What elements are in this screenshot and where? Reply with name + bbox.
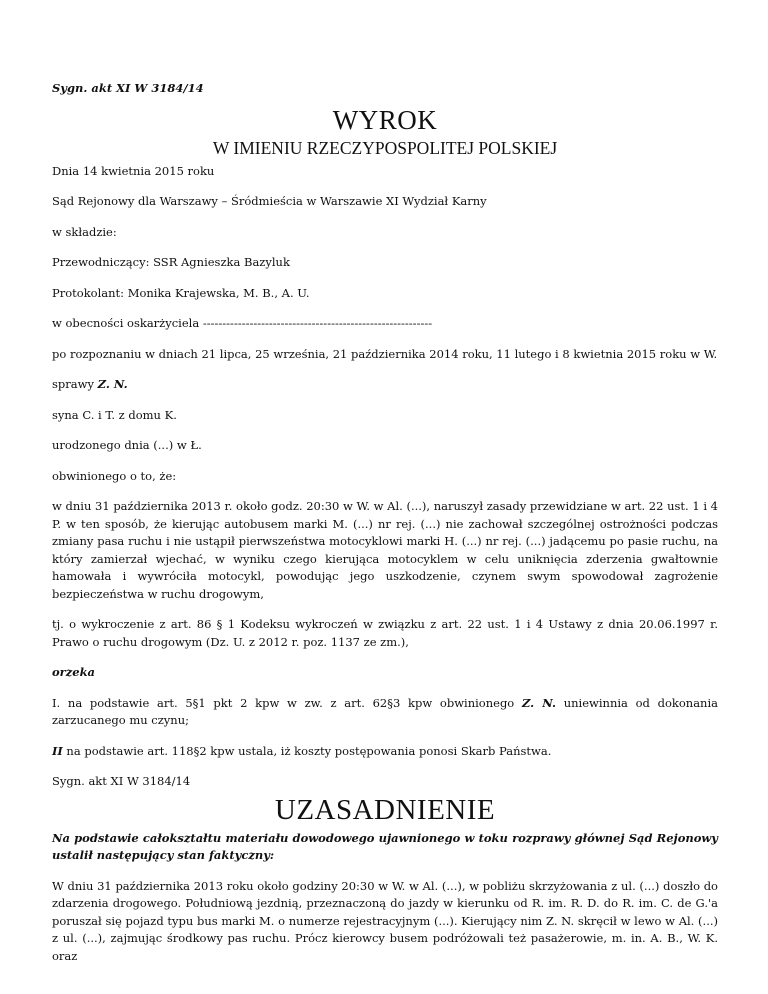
- presiding-judge: Przewodniczący: SSR Agnieszka Bazyluk: [52, 255, 290, 269]
- ruling-point-1: [52, 695, 718, 730]
- justification-title: UZASADNIENIE: [274, 793, 496, 826]
- case-of: [52, 376, 718, 394]
- ruling-1-suffix: uniewinnia od dokonania zarzucanego mu czynu;: [52, 695, 718, 727]
- charge-description: w dniu 31 października 2013 r. około godz. 20:30 w W. w Al. (...), naruszył zasady przewidziane w art. 22 ust. 1 i 4 P. w ten sposób, że kierując autobusem marki M. (...) nr rej. (...) nie zachował szczególnej ostrożności podczas zmiany pasa ruchu i nie ustąpił pierwszeństwa motocyklowi marki H. (...) nr rej. (...) jadącemu po pasie ruchu, na który zamierzał wjechać, w wyniku czego kierująca motocyklem w celu uniknięcia zderzenia gwałtownie hamowała i wywróciła motocykl, powodując jego uszkodzenie, czynem swym spowodował zagrożenie bezpieczeństwa w ruchu drogowym,: [52, 499, 718, 601]
- court-name: Sąd Rejonowy dla Warszawy – Śródmieścia w Warszawie XI Wydział Karny: [52, 194, 487, 208]
- ruling-1-name: Z. N.: [521, 695, 556, 710]
- composition-label: w składzie:: [52, 224, 117, 239]
- ruling-2-text: na podstawie art. 118§2 kpw ustala, iż koszty postępowania ponosi Skarb Państwa.: [62, 743, 552, 758]
- document-page: [52, 80, 718, 965]
- justification-intro: Na podstawie całokształtu materiału dowodowego ujawnionego w toku rozprawy głównej Sąd Rejonowy ustalił następujący stan faktyczny:: [52, 830, 718, 862]
- judgment-date: Dnia 14 kwietnia 2015 roku: [52, 163, 215, 178]
- case-signature-bottom: Sygn. akt XI W 3184/14: [52, 774, 191, 788]
- justification-facts: W dniu 31 października 2013 roku około godziny 20:30 w W. w Al. (...), w pobliżu skrzyżowania z ul. (...) doszło do zdarzenia drogowego. Południową jezdnią, przeznaczoną do jazdy w kierunku od R. im. R. D. do R. im. C. de G.'a poruszał się pojazd typu bus marki M. o numerze rejestracyjnym (...). Kierujący nim Z. N. skręcił w lewo w Al. (...) z ul. (...), zajmując środkowy pas ruchu. Prócz kierowcy busem podróżowali też pasażerowie, m. in. A. B., W. K. oraz: [52, 878, 718, 963]
- ruling-1-prefix: I. na podstawie art. 5§1 pkt 2 kpw w zw. z art. 62§3 kpw obwinionego: [52, 695, 522, 710]
- hearing-dates: po rozpoznaniu w dniach 21 lipca, 25 września, 21 października 2014 roku, 11 lutego i 8 kwietnia 2015 roku w W.: [52, 346, 718, 361]
- prosecutor-line: w obecności oskarżyciela -----------------------------------------------------------: [52, 316, 433, 330]
- judgment-subtitle: W IMIENIU RZECZYPOSPOLITEJ POLSKIEJ: [212, 137, 558, 158]
- case-prefix: sprawy: [52, 377, 98, 391]
- ruling-label: orzeka: [52, 665, 95, 679]
- legal-basis: tj. o wykroczenie z art. 86 § 1 Kodeksu wykroczeń w związku z art. 22 ust. 1 i 4 Ustawy z dnia 20.06.1997 r. Prawo o ruchu drogowym (Dz. U. z 2012 r. poz. 1137 ze zm.),: [52, 617, 718, 649]
- accused-name: Z. N.: [97, 377, 128, 391]
- ruling-point-2: [52, 743, 718, 761]
- accused-parents: syna C. i T. z domu K.: [52, 407, 177, 422]
- court-clerk: Protokolant: Monika Krajewska, M. B., A. U.: [52, 285, 310, 300]
- case-signature-top: Sygn. akt XI W 3184/14: [52, 81, 204, 95]
- charged-label: obwinionego o to, że:: [52, 468, 177, 483]
- ruling-2-prefix: II: [52, 743, 63, 758]
- judgment-title: WYROK: [332, 104, 438, 135]
- accused-birth: urodzonego dnia (...) w Ł.: [52, 438, 202, 452]
